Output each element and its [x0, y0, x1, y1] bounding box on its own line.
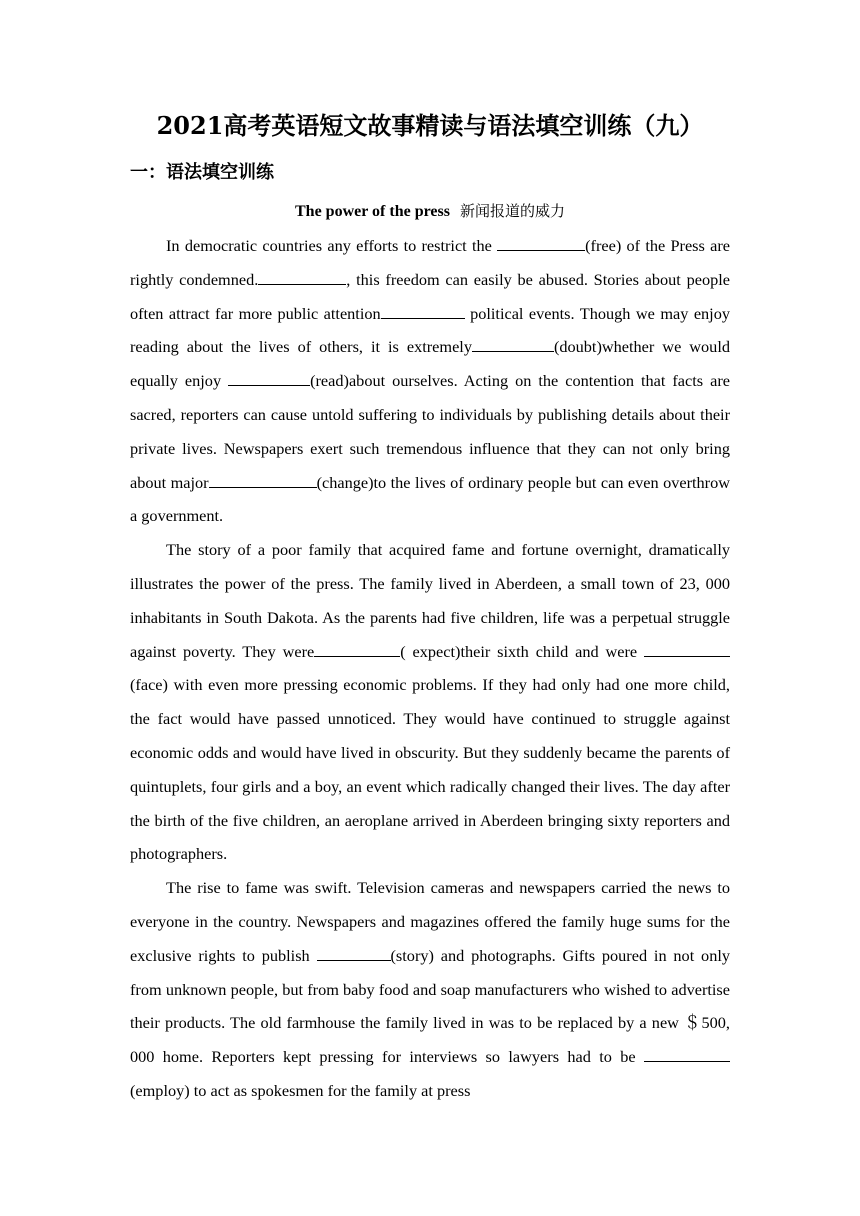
text-segment: , this freedom can easily be abused. Stories about people often attract far more public attention	[130, 269, 730, 323]
answer-blank[interactable]	[644, 636, 730, 657]
article-title-english: The power of the press	[295, 203, 450, 220]
article-body	[130, 229, 730, 1108]
text-segment: The story of a poor family that acquired fame and fortune overnight, dramatically illustrates the power of the press. The family lived in Aberdeen, a small town of 23, 000 inhabitants in South Dakota. As the parents had five children, life was a perpetual struggle against poverty. They were	[130, 540, 730, 661]
answer-blank[interactable]	[209, 467, 317, 488]
text-segment: (change)to the lives of ordinary people but can even overthrow a government.	[130, 472, 730, 526]
article-title-chinese: 新闻报道的威力	[459, 202, 565, 220]
article-title	[0, 200, 860, 221]
answer-blank[interactable]	[644, 1041, 730, 1062]
answer-blank[interactable]	[228, 365, 310, 386]
answer-blank[interactable]	[317, 940, 391, 961]
answer-blank[interactable]	[497, 230, 585, 251]
text-segment: ( expect)their sixth child and were	[400, 641, 644, 661]
answer-blank[interactable]	[314, 636, 400, 657]
text-segment: (face) with even more pressing economic problems. If they had only had one more child, the fact would have passed unnoticed. They would have continued to struggle against economic odds and would have lived in obscurity. But they suddenly became the parents of quintuplets, four girls and a boy, an event which radically changed their lives. The day after the birth of the five children, an aeroplane arrived in Aberdeen bringing sixty reporters and photographers.	[130, 675, 730, 864]
answer-blank[interactable]	[258, 264, 346, 285]
text-segment: (story) and photographs. Gifts poured in not only from unknown people, but from baby food and soap manufacturers who wished to advertise their products. The old farmhouse the family lived in was to be replaced by a new ＄500, 000 home. Reporters kept pressing for interviews so lawyers had to be	[130, 945, 731, 1067]
text-segment: The rise to fame was swift. Television cameras and newspapers carried the news to everyone in the country. Newspapers and magazines offered the family huge sums for the exclusive rights to publish	[130, 878, 730, 965]
paragraph-3	[130, 871, 730, 1108]
text-segment: political events. Though we may enjoy reading about the lives of others, it is extremely	[130, 303, 730, 357]
paragraph-1	[130, 229, 730, 533]
answer-blank[interactable]	[381, 298, 465, 319]
section-heading: 一：语法填空训练	[130, 162, 274, 183]
paragraph-2	[130, 533, 730, 871]
text-segment: (read)about ourselves. Acting on the contention that facts are sacred, reporters can cause untold suffering to individuals by publishing details about their private lives. Newspapers exert such tremendous influence that they can not only bring about major	[130, 371, 730, 492]
text-segment: (free) of the Press are rightly condemned.	[130, 236, 730, 289]
text-segment: In democratic countries any efforts to restrict the	[166, 236, 498, 255]
answer-blank[interactable]	[472, 331, 554, 352]
text-segment: (employ) to act as spokesmen for the family at press	[130, 1080, 471, 1100]
document-title: 2021高考英语短文故事精读与语法填空训练（九）	[156, 111, 704, 140]
text-segment: (doubt)whether we would equally enjoy	[130, 337, 730, 391]
